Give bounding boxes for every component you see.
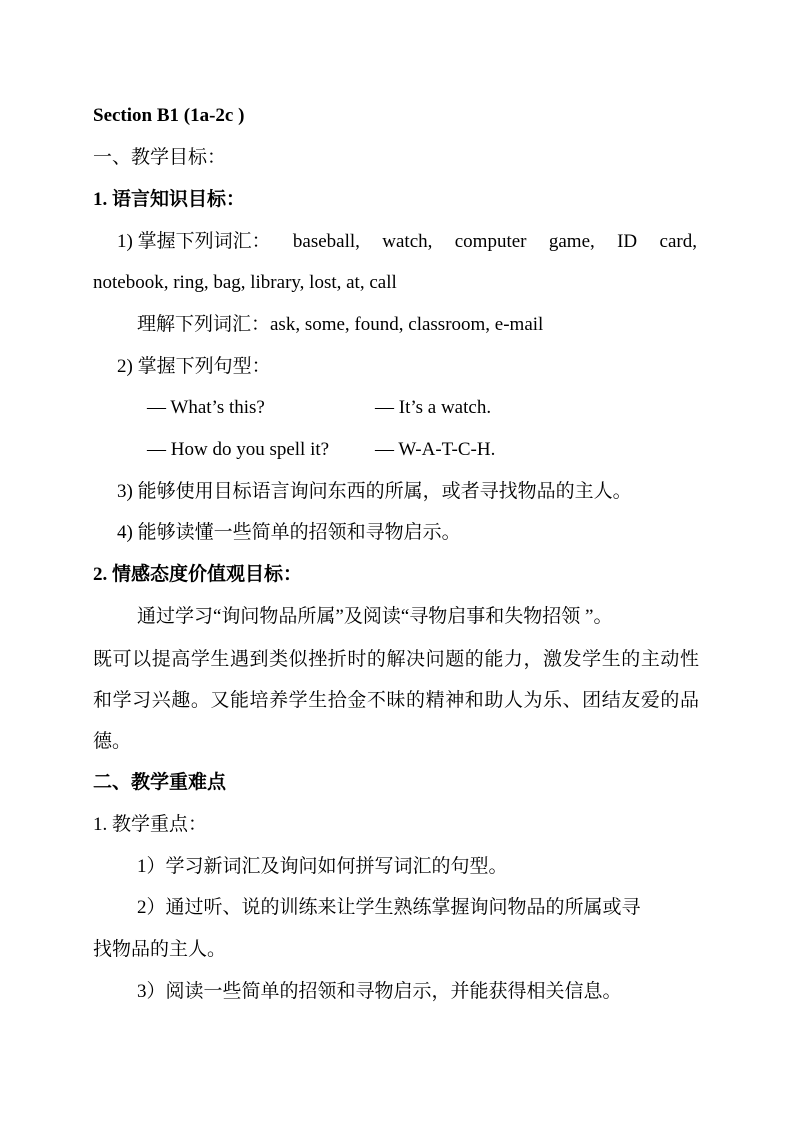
focus-item: 3）阅读一些简单的招领和寻物启示，并能获得相关信息。 [137,981,622,1002]
dialogue-question: — How do you spell it? [147,439,330,460]
vocab-word: baseball, [292,231,360,252]
dialogue-answer: — It’s a watch. [375,397,492,418]
teaching-focus-heading: 1. 教学重点： [93,814,208,835]
dialogue-answer: — W-A-T-C-H. [375,439,496,460]
objectives-heading: 一、教学目标： [93,147,227,168]
vocab-word: computer [454,231,527,252]
goal-4: 4) 能够读懂一些简单的招领和寻物启示。 [117,522,461,543]
dialogue-question: — What’s this? [147,397,265,418]
focus-item: 找物品的主人。 [93,939,227,960]
vocab-master-label: 1) 掌握下列词汇： [117,231,271,252]
section-title: Section B1 (1a-2c ) [93,105,245,126]
vocab-word: watch, [382,231,433,252]
vocab-word: card, [659,231,697,252]
attitude-paragraph-line1: 通过学习“询问物品所属”及阅读“寻物启事和失物招领 ”。 [137,606,613,627]
sentence-patterns-label: 2) 掌握下列句型： [117,356,271,377]
vocab-master-continuation: notebook, ring, bag, library, lost, at, call [93,272,397,293]
attitude-heading: 2. 情感态度价值观目标： [93,564,303,585]
key-points-heading: 二、教学重难点 [93,772,227,793]
language-goal-heading: 1. 语言知识目标： [93,189,246,210]
attitude-paragraph-body: 既可以提高学生遇到类似挫折时的解决问题的能力，激发学生的主动性和学习兴趣。又能培养学生拾金不昧的精神和助人为乐、团结友爱的品德。 [93,649,699,752]
focus-item: 2）通过听、说的训练来让学生熟练掌握询问物品的所属或寻 [137,897,641,918]
vocab-understand: 理解下列词汇：ask, some, found, classroom, e-mail [137,314,544,335]
vocab-word: game, [548,231,595,252]
vocab-master-line [117,230,697,254]
focus-item: 1）学习新词汇及询问如何拼写词汇的句型。 [137,856,508,877]
goal-3: 3) 能够使用目标语言询问东西的所属，或者寻找物品的主人。 [117,481,632,502]
vocab-word: ID [617,231,638,252]
